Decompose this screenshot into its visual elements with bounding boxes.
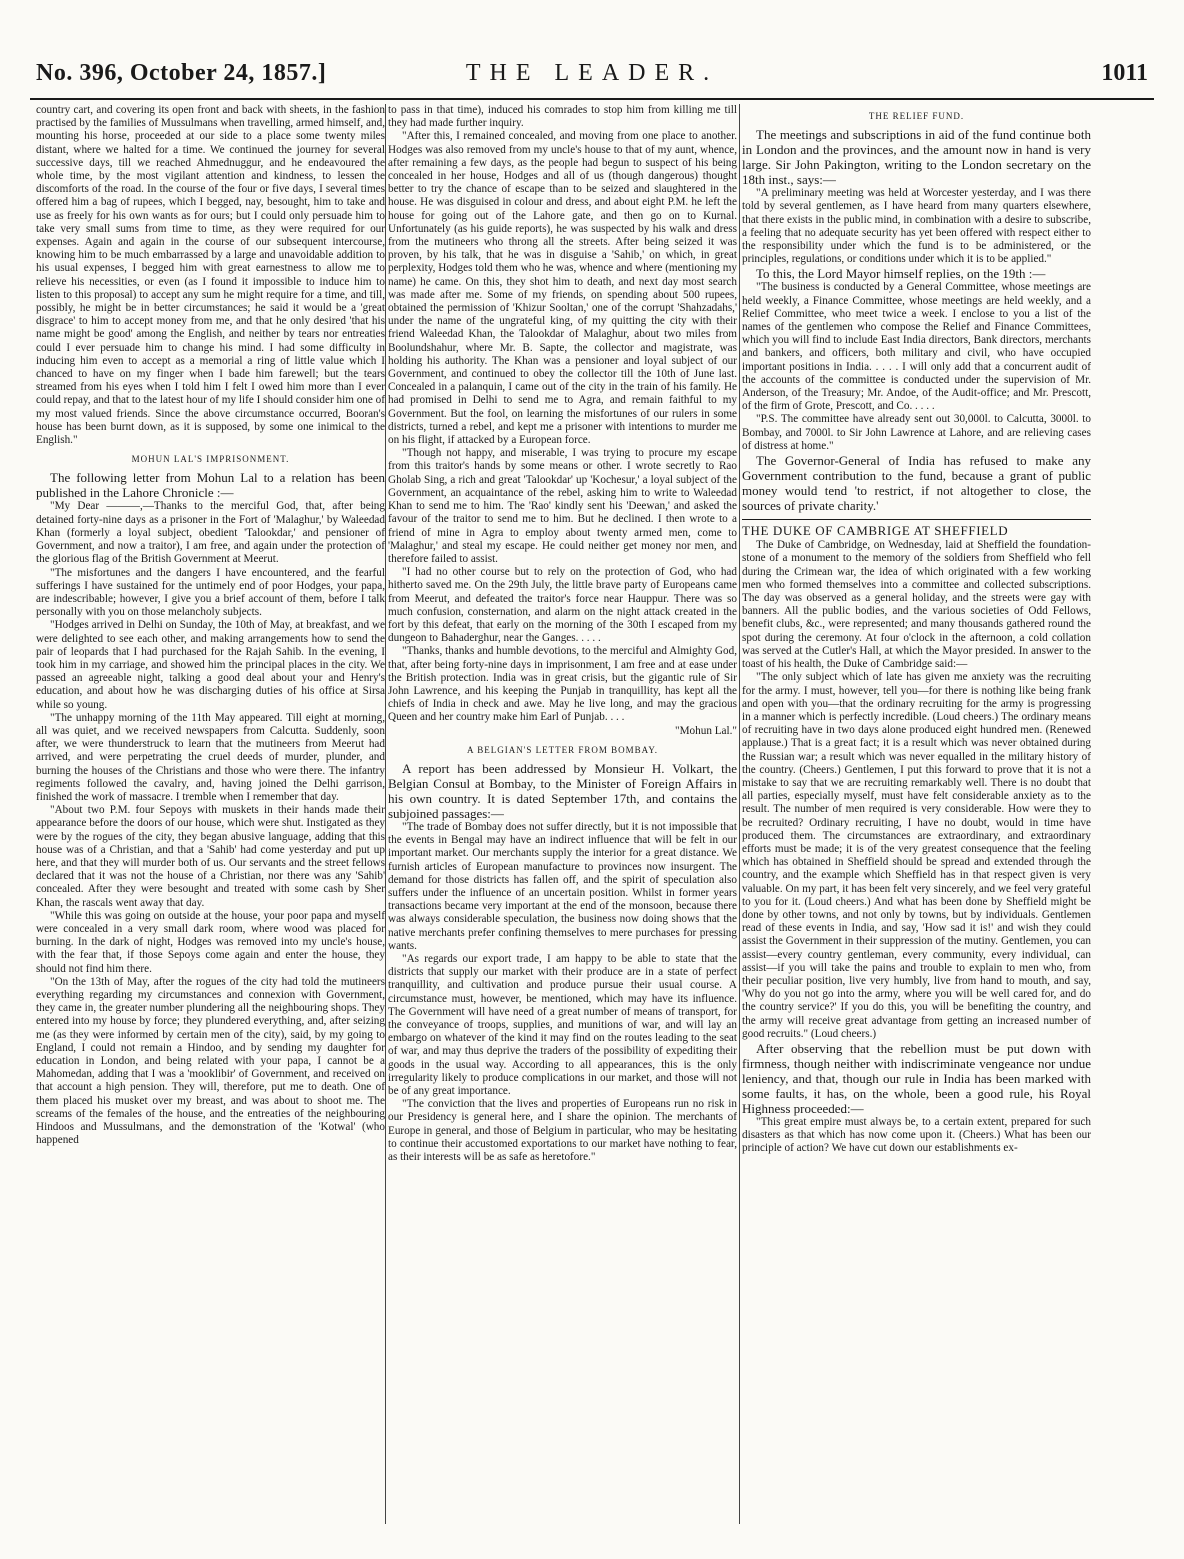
paragraph: "While this was going on outside at the house, your poor papa and myself were concealed in a very small dark room, where wood was placed for burning. In the dark of night, Hodges was removed into my uncle's house, with the fear that, if those Sepoys come again and enter the house, they should not find him there. — [36, 909, 385, 975]
paragraph: A report has been addressed by Monsieur H. Volkart, the Belgian Consul at Bombay, to the Minister of Foreign Affairs in his own country. It is dated September 17th, and contains the subjoined passages:— — [388, 760, 737, 821]
section-heading: THE RELIEF FUND. — [868, 111, 965, 121]
paragraph: To this, the Lord Mayor himself replies, on the 19th :— — [756, 266, 1046, 282]
section-heading: MOHUN LAL'S IMPRISONMENT. — [131, 454, 290, 465]
column-divider — [739, 104, 740, 1524]
newspaper-title: THE LEADER. — [465, 60, 719, 86]
paragraph: "Though not happy, and miserable, I was trying to procure my escape from this traitor's hands by some means or other. I wrote secretly to Rao Gholab Sing, a rich and great 'Talookdar' up 'Kochesur,' a loyal subject of the Government, an acquaintance of the rebel, asking him to write to Waleedad Khan to send me to him. The 'Rao' kindly sent his 'Deewan,' and asked the favour of the traitor to send me to him. But he declined. I then wrote to a friend of mine in Agra to employ about twenty armed men, come to 'Malaghur,' and steal my escape. He could neither get money nor men, and therefore failed to assist. — [388, 447, 737, 565]
paragraph: "Thanks, thanks and humble devotions, to the merciful and Almighty God, that, after being forty-nine days in imprisonment, I am free and at ease under the British protection. India was in great crisis, but the gigantic rule of Sir John Lawrence, and his keeping the Punjab in tranquillity, has kept all the chiefs of India in check and awe. May he live long, and may the gracious Queen and her country make him Earl of Punjab. . . . — [388, 645, 737, 724]
section-divider — [742, 519, 1091, 520]
column-3 — [742, 104, 1091, 1524]
paragraph: "The conviction that the lives and properties of Europeans run no risk in our Presidency is general here, and I share the opinion. The merchants of Europe in general, and those of Belgium in particular, who may be hesitating to continue their accustomed exportations to our market have nothing to fear, as their interests will be as safe as heretofore." — [388, 1098, 737, 1164]
column-divider — [385, 104, 386, 1524]
paragraph: The Duke of Cambridge, on Wednesday, laid at Sheffield the foundation-stone of a monument to the memory of the soldiers from Sheffield who fell during the Crimean war, the idea of which originated with a few working men who formed themselves into a committee and collected subscriptions. The day was observed as a general holiday, and the streets were gay with banners. All the public bodies, and the various societies of Odd Fellows, benefit clubs, &c., were represented; and many thousands gathered round the spot during the ceremony. At four o'clock in the afternoon, a cold collation was served at the Cutler's Hall, at which the Mayor presided. In answer to the toast of his health, the Duke of Cambridge said:— — [742, 539, 1091, 671]
column-2 — [388, 104, 737, 1524]
article-headline: THE DUKE OF CAMBRIGE AT SHEFFIELD — [742, 523, 1009, 539]
paragraph: "The business is conducted by a General Committee, whose meetings are held weekly, a Finance Committee, whose meetings are held weekly, and a Relief Committee, who meet twice a week. I enclose to you a list of the names of the gentlemen who compose the Relief and Finance Committees, which you will find to include East India directors, Bank directors, merchants and bankers, and officers, both military and civil, who have occupied important positions in India. . . . . I will only add that a concurrent audit of the accounts of the committee is conducted under the supervision of Mr. Anderson, of the Treasury; Mr. Andoe, of the Audit-office; and Mr. Prescott, of the firm of Grote, Prescott, and Co. . . . . — [742, 281, 1091, 413]
paragraph: "As regards our export trade, I am happy to be able to state that the districts that supply our market with their produce are in a state of perfect tranquillity, and cultivation and produce pursue their usual course. A circumstance must, however, be mentioned, which may have its influence. The Government will have need of a great number of means of transport, for the conveyance of troops, supplies, and munitions of war, and will lay an embargo on whatever of the kind it may find on the routes leading to the seat of war, and may thus deprive the traders of the possibility of expediting their goods in the usual way. According to all appearances, this is the only irregularity likely to produce complications in our market, and those will not be of any great importance. — [388, 952, 737, 1098]
paragraph: "P.S. The committee have already sent out 30,000l. to Calcutta, 3000l. to Bombay, and 7000l. to Sir John Lawrence at Lahore, and are relieving cases of distress at home." — [742, 413, 1091, 452]
paragraph: "Hodges arrived in Delhi on Sunday, the 10th of May, at breakfast, and we were delighted to see each other, and making arrangements how to send the pair of leopards that I had purchased for the Rajah Sahib. In the evening, I took him in my carriage, and showed him the principal places in the city. We passed an agreeable night, talking a good deal about your and Henry's education, and about how he was discharging duties of his office at Sirsa while so young. — [36, 619, 385, 711]
paragraph: "About two P.M. four Sepoys with muskets in their hands made their appearance before the doors of our house, which were shut. Instigated as they were by the rogues of the city, they began abusive language, adding that this house was of a Christian, and that a 'Sahib' had come yesterday and put up here, and that they will murder both of us. Our servants and the street fellows declared that it was not the house of a Christian, nor there was any 'Sahib' concealed. After they were besought and treated with some cash by Sher Khan, the rascals went away that day. — [36, 804, 385, 909]
paragraph: "The misfortunes and the dangers I have encountered, and the fearful sufferings I have sustained for the untimely end of poor Hodges, your papa, are indescribable; however, I give you a brief account of them, before I talk personally with you on those melancholy subjects. — [36, 566, 385, 619]
paragraph: "On the 13th of May, after the rogues of the city had told the mutineers everything regarding my circumstances and connexion with Government, they came in, the greater number plundering all the neighbouring shops. They entered into my house by force; they plundered everything, and, after seizing me (as they were informed by certain men of the city), said, by my going to England, I could not remain a Hindoo, and by sending my daughter for education in London, and being related with your papa, I cannot be a Mahomedan, adding that I was a 'mooklibir' of Government, and received on that account a high pension. They will, therefore, put me to death. One of them placed his musket over my breast, and was about to shoot me. The screams of the females of the house, and the entreaties of the neighbouring Hindoos and Mussulmans, and the demonstration of the 'Kotwal' (who happened — [36, 975, 385, 1147]
issue-date: No. 396, October 24, 1857.] — [36, 60, 327, 86]
paragraph: "My Dear ———,—Thanks to the merciful God, that, after being detained forty-nine days as a prisoner in the Fort of 'Malaghur,' by Waleedad Khan (formerly a loyal subject, obedient 'Talookdar,' and pensioner of Government, and now a traitor), I am free, and again under the protection of the glorious flag of the British Government at Meerut. — [36, 500, 385, 566]
section-heading: A BELGIAN'S LETTER FROM BOMBAY. — [467, 744, 658, 755]
paragraph: to pass in that time), induced his comrades to stop him from killing me till they had made further inquiry. — [388, 104, 737, 130]
paragraph: After observing that the rebellion must be put down with firmness, though neither with indiscriminate vengeance nor undue leniency, and that, though our rule in India has been marked with some faults, it has, on the whole, been a good rule, his Royal Highness proceeded:— — [742, 1040, 1091, 1116]
masthead — [30, 58, 1154, 100]
paragraph: "The unhappy morning of the 11th May appeared. Till eight at morning, all was quiet, and we received newspapers from Calcutta. Suddenly, soon after, we were thunderstruck to learn that the mutineers from Meerut had arrived, and were perpetrating the cruel deeds of murder, plunder, and burning the houses of the Christians and those who were there. The infantry regiments followed the cavalry, and, having joined the Delhi garrison, finished the work of massacre. I tremble when I remember that day. — [36, 711, 385, 803]
paragraph: The meetings and subscriptions in aid of the fund continue both in London and the provinces, and the amount now in hand is very large. Sir John Pakington, writing to the London secretary on the 18th inst., says:— — [742, 127, 1091, 188]
paragraph: "After this, I remained concealed, and moving from one place to another. Hodges was also removed from my uncle's house to that of my aunt, whence, after remaining a few days, as the people had begun to suspect of his being concealed in her house, Hodges and all of us (though dangerous) thought better to try the chance of escape than to be seized and slaughtered in the house. He was disguised in colour and dress, and about eight P.M. he left the house for going out of the Lahore gate, and then go on to Kurnal. Unfortunately (as his guide reports), he was suspected by his walk and dress from the mutineers who throng all the streets. After being seized it was proven, by his talk, that he was in disguise a 'Sahib,' on which, in great perplexity, Hodges told them who he was, whence and where (mentioning my name) he came. On this, they shot him to death, and next day most search was made after me. Some of my friends, on spending about 500 rupees, obtained the permission of 'Khizur Sooltan,' one of the corrupt 'Shahzadahs,' under the name of the ungrateful king, of my quitting the city with their friend Waleedad Khan, the Talookdar of Malaghur, about two miles from Boolundshahur, where Mr. B. Sapte, the collector and magistrate, was holding his authority. The Khan was a pensioner and loyal subject of our Government, and continued to obey the collector till the 10th of June last. Concealed in a palanquin, I came out of the city in the train of his family. He had promised in Delhi to send me to Agra, and remain faithful to my Government. But the fool, on learning the misfortunes of our rulers in some districts, turned a rebel, and kept me a prisoner with intentions to murder me on his flight, if attacked by a European force. — [388, 130, 737, 447]
paragraph: "The only subject which of late has given me anxiety was the recruiting for the army. I must, however, tell you—for there is nothing like being frank and open with you—that the ordinary recruiting for the army is progressing in a manner which is perfectly incredible. (Loud cheers.) The ordinary means of recruiting have in two days alone produced eight hundred men. (Renewed applause.) That is a great fact; it is a result which was never obtained during the Russian war; a result which was never equalled in the military history of the country. (Cheers.) Gentlemen, I put this forward to prove that it is not a mistake to say that we are recruiting remarkably well. There is no doubt that all parties, especially myself, must have felt considerable anxiety as to the result. The number of men required is very considerable. How were they to be recruited? Ordinary recruiting, I have no doubt, would in time have produced them. The circumstances are extraordinary, and extraordinary efforts must be made; it is of the very greatest consequence that the feeling which has obtained in Sheffield should be spread and extended through the country, and the example which Sheffield has in that respect given is very valuable. On my part, it has been felt very sincerely, and we feel very grateful to you for it. (Loud cheers.) And what has been done by Sheffield might be done by other towns, and not only by towns, but by individuals. Gentlemen read of these events in India, and say, 'How sad it is!' and wish they could assist the Government in their suppression of the mutiny. Gentlemen, you can assist—every country gentleman, every community, every individual, can assist—if you will take the pains and trouble to explain to men who, from their peculiar position, live very humbly, live from hand to mouth, and say, 'Why do you not go into the army, where you will be well cared for, and do the country service?' If you do this, you will be benefiting the country, and the army will receive great advantage from getting an increased number of good recruits." (Loud cheers.) — [742, 671, 1091, 1040]
paragraph: "This great empire must always be, to a certain extent, prepared for such disasters as that which has now come upon it. (Cheers.) What has been our principle of action? We have cut down our establishments ex- — [742, 1115, 1091, 1155]
paragraph: The following letter from Mohun Lal to a relation has been published in the Lahore Chronicle :— — [36, 470, 385, 501]
paragraph: "The trade of Bombay does not suffer directly, but it is not impossible that the events in Bengal may have an indirect influence that will be felt in our important market. Our merchants supply the interior for a great distance. We furnish articles of European manufacture to provinces now insurgent. The demand for those districts has fallen off, and the spirit of speculation also suffers under the influence of an uncertain position. Whilst in former years transactions became very important at the end of the monsoon, because there was always considerable speculation, the business now doing shows that the native merchants prefer confining themselves to mere purchases for pressing wants. — [388, 820, 737, 952]
letter-signature: "Mohun Lal." — [675, 724, 737, 737]
paragraph: country cart, and covering its open front and back with sheets, in the fashion practised by the families of Mussulmans when travelling, armed himself, and, mounting his horse, proceeded at our side to a place some twenty miles distant, where we halted for a time. We continued the journey for several successive days, till we reached Ahmednuggur, and he endeavoured the whole time, by the most vigilant attention and kindness, to lessen the discomforts of the road. In the course of the four or five days, I several times offered him a bag of rupees, which I begged, nay, besought, him to take and use as freely for his own wants as for ours; but I could only persuade him to take very small sums from time to time, as they were required for our expenses. Again and again in the course of our subsequent intercourse, knowing him to be much embarrassed by a large and unavoidable addition to his usual expenses, I begged him with great earnestness to allow me to relieve his necessities, or even (as I found it impossible to induce him to listen to this proposal) to accept any sum he might require for a time, and till, possibly, he might be in better circumstances; he said it would be a 'great disgrace' to him to accept money from me, and that he only desired 'that his name might be good' among the English, and neither by tears nor entreaties could I ever persuade him to change his mind. I had some difficulty in inducing him even to accept as a memorial a ring of little value which I chanced to have on my finger when I bade him farewell; but the tears streamed from his eyes when I told him I felt I owed him more than I ever could repay, and that to the latest hour of my life I should consider him one of my most valued friends. Since the above circumstance occurred, Booran's house has been burnt down, as it is supposed, by some one inimical to the English." — [36, 104, 385, 447]
column-1 — [36, 104, 385, 1524]
paragraph: "I had no other course but to rely on the protection of God, who had hitherto saved me. On the 29th July, the little brave party of Europeans came from Meerut, and defeated the traitor's force near Hauppur. There was so much confusion, consternation, and alarm on the night attack created in the fort by this defeat, that early on the morning of the 30th I escaped from my dungeon to Bahaderghur, near the Ganges. . . . . — [388, 566, 737, 645]
paragraph: "A preliminary meeting was held at Worcester yesterday, and I was there told by several gentlemen, as I have heard from many quarters elsewhere, that there exists in the public mind, in combination with a desire to subscribe, a feeling that no adequate security has yet been offered with respect either to the responsibility under which the fund is to be administered, or the principles, regulations, or conditions under which it is to be applied." — [742, 187, 1091, 266]
paragraph: The Governor-General of India has refused to make any Government contribution to the fund, because a grant of public money would tend 'to restrict, if not altogether to close, the sources of private charity.' — [742, 453, 1091, 514]
page-number: 1011 — [1101, 60, 1148, 86]
